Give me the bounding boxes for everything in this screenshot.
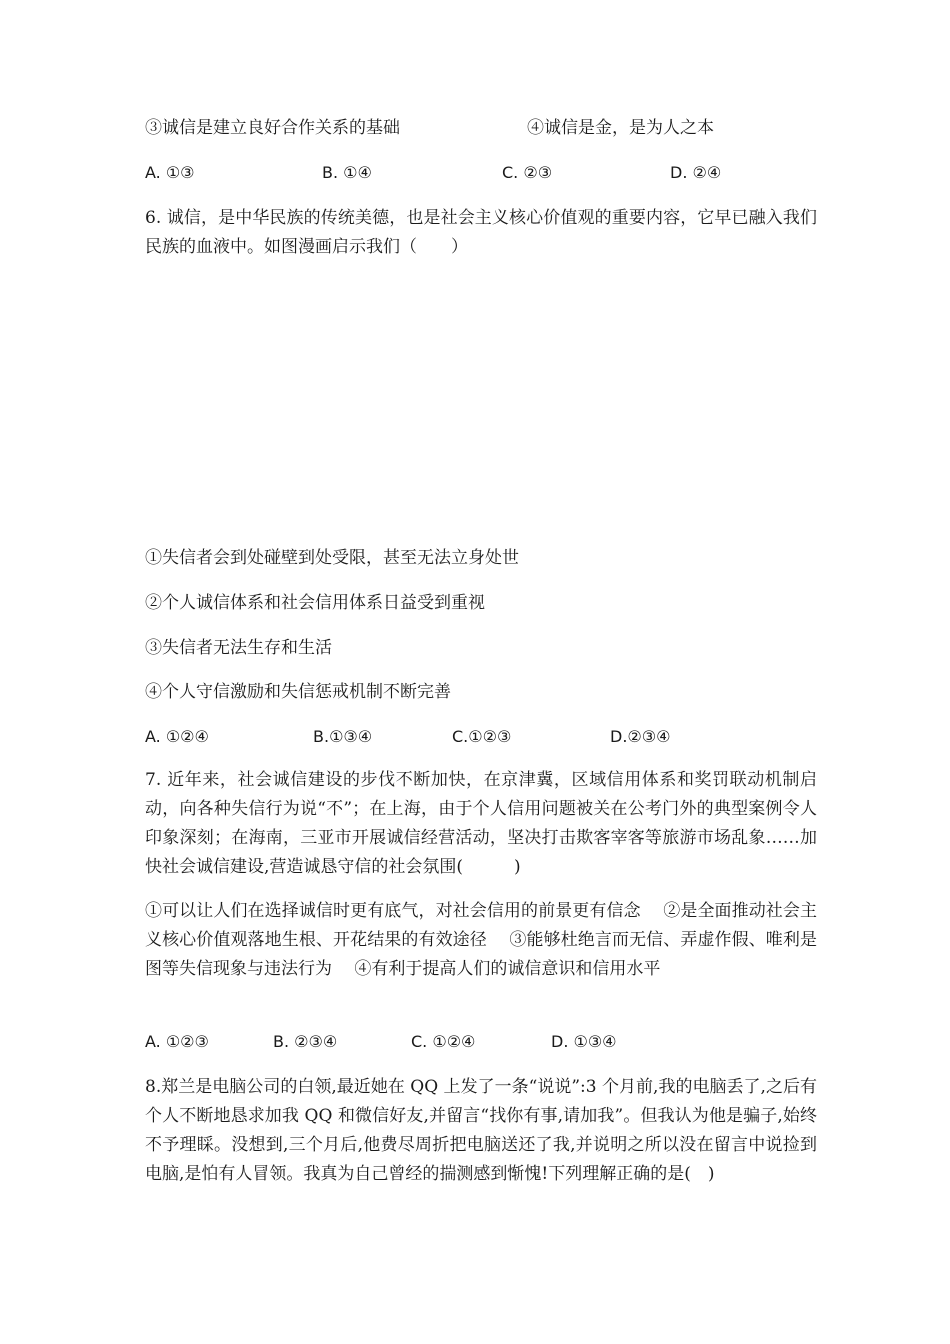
q6-statement-1: ①失信者会到处碰壁到处受限，甚至无法立身处世 — [145, 548, 519, 568]
q5-option-b: B. ①④ — [322, 163, 372, 182]
q7-option-c: C. ①②④ — [411, 1032, 476, 1051]
q5-option-c: C. ②③ — [502, 163, 553, 182]
q6-statement-2: ②个人诚信体系和社会信用体系日益受到重视 — [145, 593, 485, 613]
q5-statement-4: ④诚信是金，是为人之本 — [527, 118, 714, 138]
q5-statement-3: ③诚信是建立良好合作关系的基础 — [145, 118, 400, 138]
q6-option-d: D.②③④ — [610, 727, 671, 746]
q6-cartoon-area — [145, 275, 805, 525]
q7-stem: 7. 近年来，社会诚信建设的步伐不断加快，在京津冀，区域信用体系和奖罚联动机制启动，向各种失信行为说“不”；在上海，由于个人信用问题被关在公考门外的典型案例令人印象深刻；在海南，三亚市开展诚信经营活动，坚决打击欺客宰客等旅游市场乱象……加快社会诚信建设,营造诚恳守信的社会氛围( ) — [145, 770, 817, 877]
q6-option-a: A. ①②④ — [145, 727, 209, 746]
q7-statements: ①可以让人们在选择诚信时更有底气，对社会信用的前景更有信念 ②是全面推动社会主义核心价值观落地生根、开花结果的有效途径 ③能够杜绝言而无信、弄虚作假、唯利是图等失信现象与违法行为 ④有利于提高人们的诚信意识和信用水平 — [145, 901, 817, 979]
q6-statement-4: ④个人守信激励和失信惩戒机制不断完善 — [145, 682, 451, 702]
q7-option-b: B. ②③④ — [273, 1032, 338, 1051]
q7-option-d: D. ①③④ — [551, 1032, 617, 1051]
q5-option-d: D. ②④ — [670, 163, 722, 182]
q5-option-a: A. ①③ — [145, 163, 195, 182]
q7-option-a: A. ①②③ — [145, 1032, 209, 1051]
q6-option-c: C.①②③ — [452, 727, 512, 746]
q6-option-b: B.①③④ — [313, 727, 373, 746]
q8-stem: 8.郑兰是电脑公司的白领,最近她在 QQ 上发了一条“说说”:3 个月前,我的电脑丢了,之后有个人不断地恳求加我 QQ 和微信好友,并留言“找你有事,请加我”。但我认为他是骗子,始终不予理睬。没想到,三个月后,他费尽周折把电脑送还了我,并说明之所以没在留言中说捡到电脑,是怕有人冒领。我真为自己曾经的揣测感到惭愧!下列理解正确的是( ) — [145, 1077, 817, 1184]
q6-stem: 6. 诚信，是中华民族的传统美德，也是社会主义核心价值观的重要内容，它早已融入我们民族的血液中。如图漫画启示我们（ ） — [145, 208, 817, 257]
q6-statement-3: ③失信者无法生存和生活 — [145, 638, 332, 658]
